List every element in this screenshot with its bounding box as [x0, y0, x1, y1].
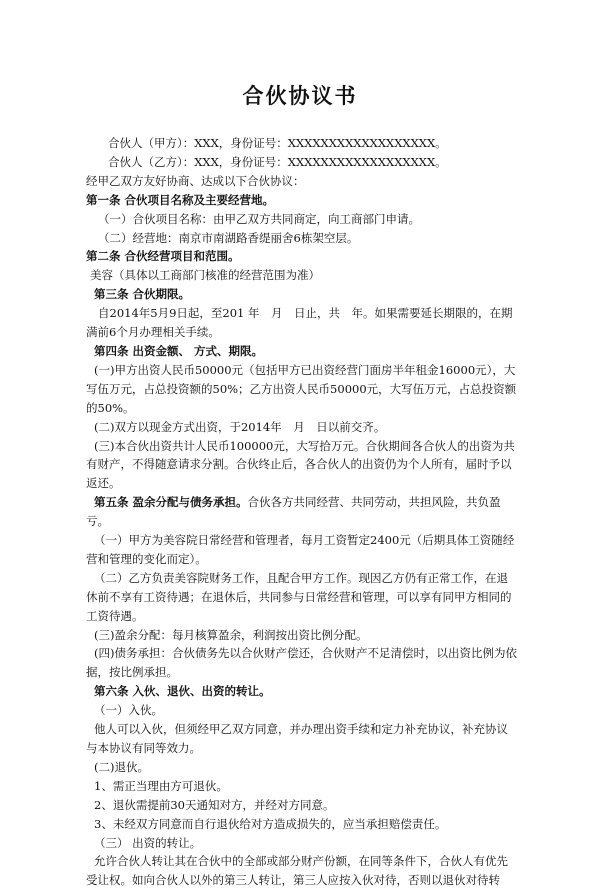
- paragraph: (四)债务承担：合伙债务先以合伙财产偿还，合伙财产不足清偿时，以出资比例为依据，按比例承担。: [86, 646, 517, 680]
- paragraph: 允许合伙人转让其在合伙中的全部或部分财产份额，在同等条件下，合伙人有优先受让权。如向合伙人以外的第三人转让，第三人应按入伙对待，否则以退伙对待转: [86, 854, 508, 888]
- paragraph: [86, 493, 518, 531]
- paragraph: （一）入伙。: [94, 703, 163, 718]
- paragraph: 3、未经双方同意而自行退伙给对方造成损失的，应当承担赔偿责任。: [94, 816, 447, 831]
- paragraph: 他人可以入伙，但须经甲乙双方同意，并办理出资手续和定力补充协议，补充协议与本协议有同等效力。: [86, 722, 508, 755]
- paragraph: (一)甲方出资人民币50000元（包括甲方已出资经营门面房半年租金16000元），大写伍万元，占总投资额的50%；乙方出资人民币50000元，大写伍万元，占总投资额的50%。: [86, 362, 517, 415]
- paragraph: 美容（具体以工商部门核准的经营范围为准）: [90, 268, 320, 283]
- section-heading: 第二条 合伙经营项目和范围。: [86, 249, 240, 264]
- paragraph: （一）合伙项目名称：由甲乙双方共同商定，向工商部门申请。: [98, 211, 420, 226]
- section-heading: 第一条 合伙项目名称及主要经营地。: [86, 192, 275, 207]
- paragraph: 合伙人（甲方）：XXX，身份证号：XXXXXXXXXXXXXXXXXX。: [108, 136, 447, 150]
- section-heading: 第五条 盈余分配与债务承担。: [94, 495, 248, 510]
- paragraph-rest: 合伙各方共同经营、共同劳动，共担风险，共负盈亏。: [86, 495, 501, 529]
- paragraph: （二）经营地：南京市南湖路香缇丽舍6栋架空层。: [98, 230, 359, 245]
- paragraph: (二)退伙。: [94, 759, 149, 774]
- paragraph: （一）甲方为美容院日常经营和管理者，每月工资暂定2400元（后期具体工资随经营和管理的变化而定）。: [86, 533, 515, 566]
- paragraph: 经甲乙双方友好协商、达成以下合伙协议：: [86, 173, 305, 188]
- section-heading: 第六条 入伙、退伙、出资的转让。: [94, 684, 271, 699]
- section-heading: 第四条 出资金额、 方式、期限。: [94, 343, 264, 358]
- paragraph: （二）乙方负责美容院财务工作，且配合甲方工作。现因乙方仍有正常工作，在退休前不享有工资待遇；在退休后，共同参与日常经营和管理，可以享有同甲方相同的工资待遇。: [86, 570, 512, 623]
- paragraph: （三） 出资的转让。: [94, 835, 202, 850]
- paragraph: (二)双方以现金方式出资，于2014年 月 日以前交齐。: [94, 419, 386, 434]
- paragraph: (三)本合伙出资共计人民币100000元，大写拾万元。合伙期间各合伙人的出资为共有财产，不得随意请求分割。合伙终止后，各合伙人的出资仍为个人所有，届时予以返还。: [86, 438, 515, 491]
- paragraph: 2、退伙需提前30天通知对方，并经对方同意。: [94, 797, 335, 812]
- document-title: 合伙协议书: [242, 83, 358, 108]
- section-heading: 第三条 合伙期限。: [94, 287, 191, 302]
- document-body: [86, 134, 518, 890]
- paragraph: 1、需正当理由方可退伙。: [94, 778, 228, 793]
- paragraph: 自2014年5月9日起，至201 年 月 日止，共 年。如果需要延长期限的，在期满前6个月办理相关手续。: [86, 306, 513, 340]
- paragraph: 合伙人（乙方）：XXX，身份证号：XXXXXXXXXXXXXXXXXX。: [108, 154, 447, 169]
- paragraph: (三)盈余分配：每月核算盈余，利润按出资比例分配。: [94, 627, 368, 642]
